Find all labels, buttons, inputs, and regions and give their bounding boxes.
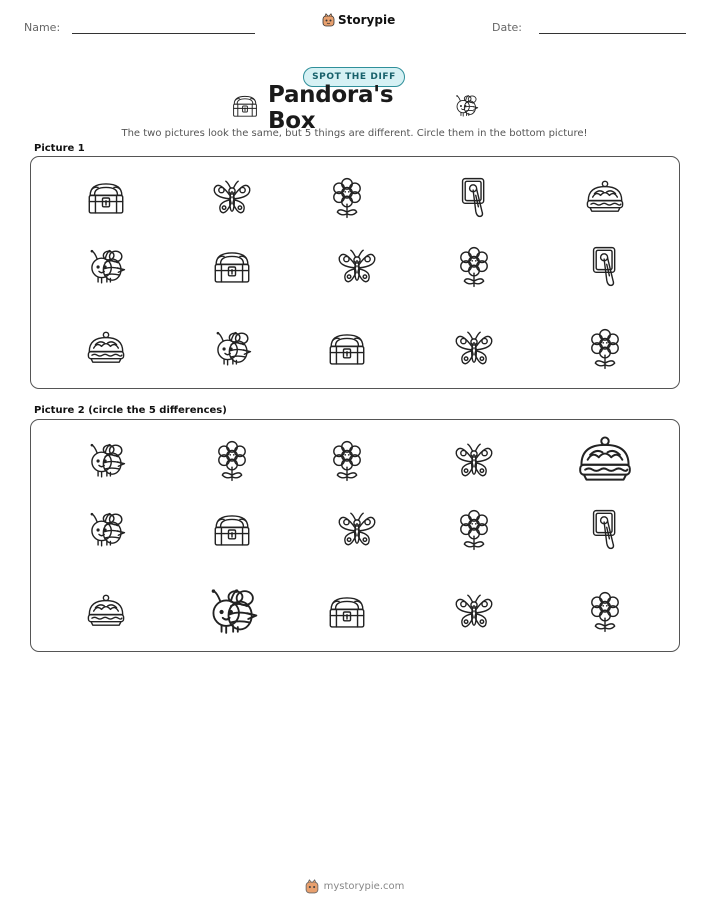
bee-icon: [84, 245, 128, 289]
flower-icon: [452, 245, 496, 289]
picture-2-panel[interactable]: [30, 419, 680, 652]
date-line[interactable]: [539, 33, 686, 34]
flower-icon[interactable]: [325, 439, 369, 483]
chest-icon: [230, 91, 260, 126]
butterfly-icon[interactable]: [335, 508, 379, 552]
bee-icon: [452, 92, 480, 125]
picture-1-panel: [30, 156, 680, 389]
name-line[interactable]: [72, 33, 255, 34]
flower-icon[interactable]: [452, 508, 496, 552]
flower-icon[interactable]: [583, 590, 627, 634]
flower-icon[interactable]: [210, 439, 254, 483]
jewelry-box-icon[interactable]: [574, 430, 636, 492]
brand-name: Storypie: [338, 13, 396, 27]
storypie-footer-logo-icon: [305, 879, 319, 894]
brand: [322, 13, 395, 27]
title-row: [230, 82, 480, 134]
lever-icon[interactable]: [583, 508, 627, 552]
butterfly-icon[interactable]: [452, 439, 496, 483]
name-label: Name:: [24, 21, 61, 34]
jewelry-box-icon: [583, 176, 627, 220]
jewelry-box-icon[interactable]: [84, 590, 128, 634]
footer-url[interactable]: mystorypie.com: [323, 881, 405, 892]
instructions-text: The two pictures look the same, but 5 things are different. Circle them in the bottom picture!: [121, 128, 588, 139]
lever-icon: [583, 245, 627, 289]
butterfly-icon: [452, 327, 496, 371]
butterfly-icon[interactable]: [452, 590, 496, 634]
storypie-logo-icon: [322, 13, 335, 27]
spot-the-diff-badge: SPOT THE DIFF: [303, 67, 405, 87]
chest-icon: [210, 245, 254, 289]
lever-icon: [452, 176, 496, 220]
butterfly-icon: [335, 245, 379, 289]
butterfly-icon: [210, 176, 254, 220]
flower-icon: [325, 176, 369, 220]
picture-2-label: Picture 2 (circle the 5 differences): [34, 405, 227, 416]
date-label: Date:: [492, 21, 522, 34]
jewelry-box-icon: [84, 327, 128, 371]
footer: [0, 879, 709, 894]
bee-icon[interactable]: [84, 439, 128, 483]
chest-icon: [84, 176, 128, 220]
chest-icon[interactable]: [210, 508, 254, 552]
picture-1-label: Picture 1: [34, 143, 85, 154]
bee-icon[interactable]: [84, 508, 128, 552]
chest-icon: [325, 327, 369, 371]
page-title: Pandora's Box: [268, 82, 394, 134]
chest-icon[interactable]: [325, 590, 369, 634]
bee-icon: [210, 327, 254, 371]
flower-icon: [583, 327, 627, 371]
bee-icon[interactable]: [203, 583, 261, 641]
